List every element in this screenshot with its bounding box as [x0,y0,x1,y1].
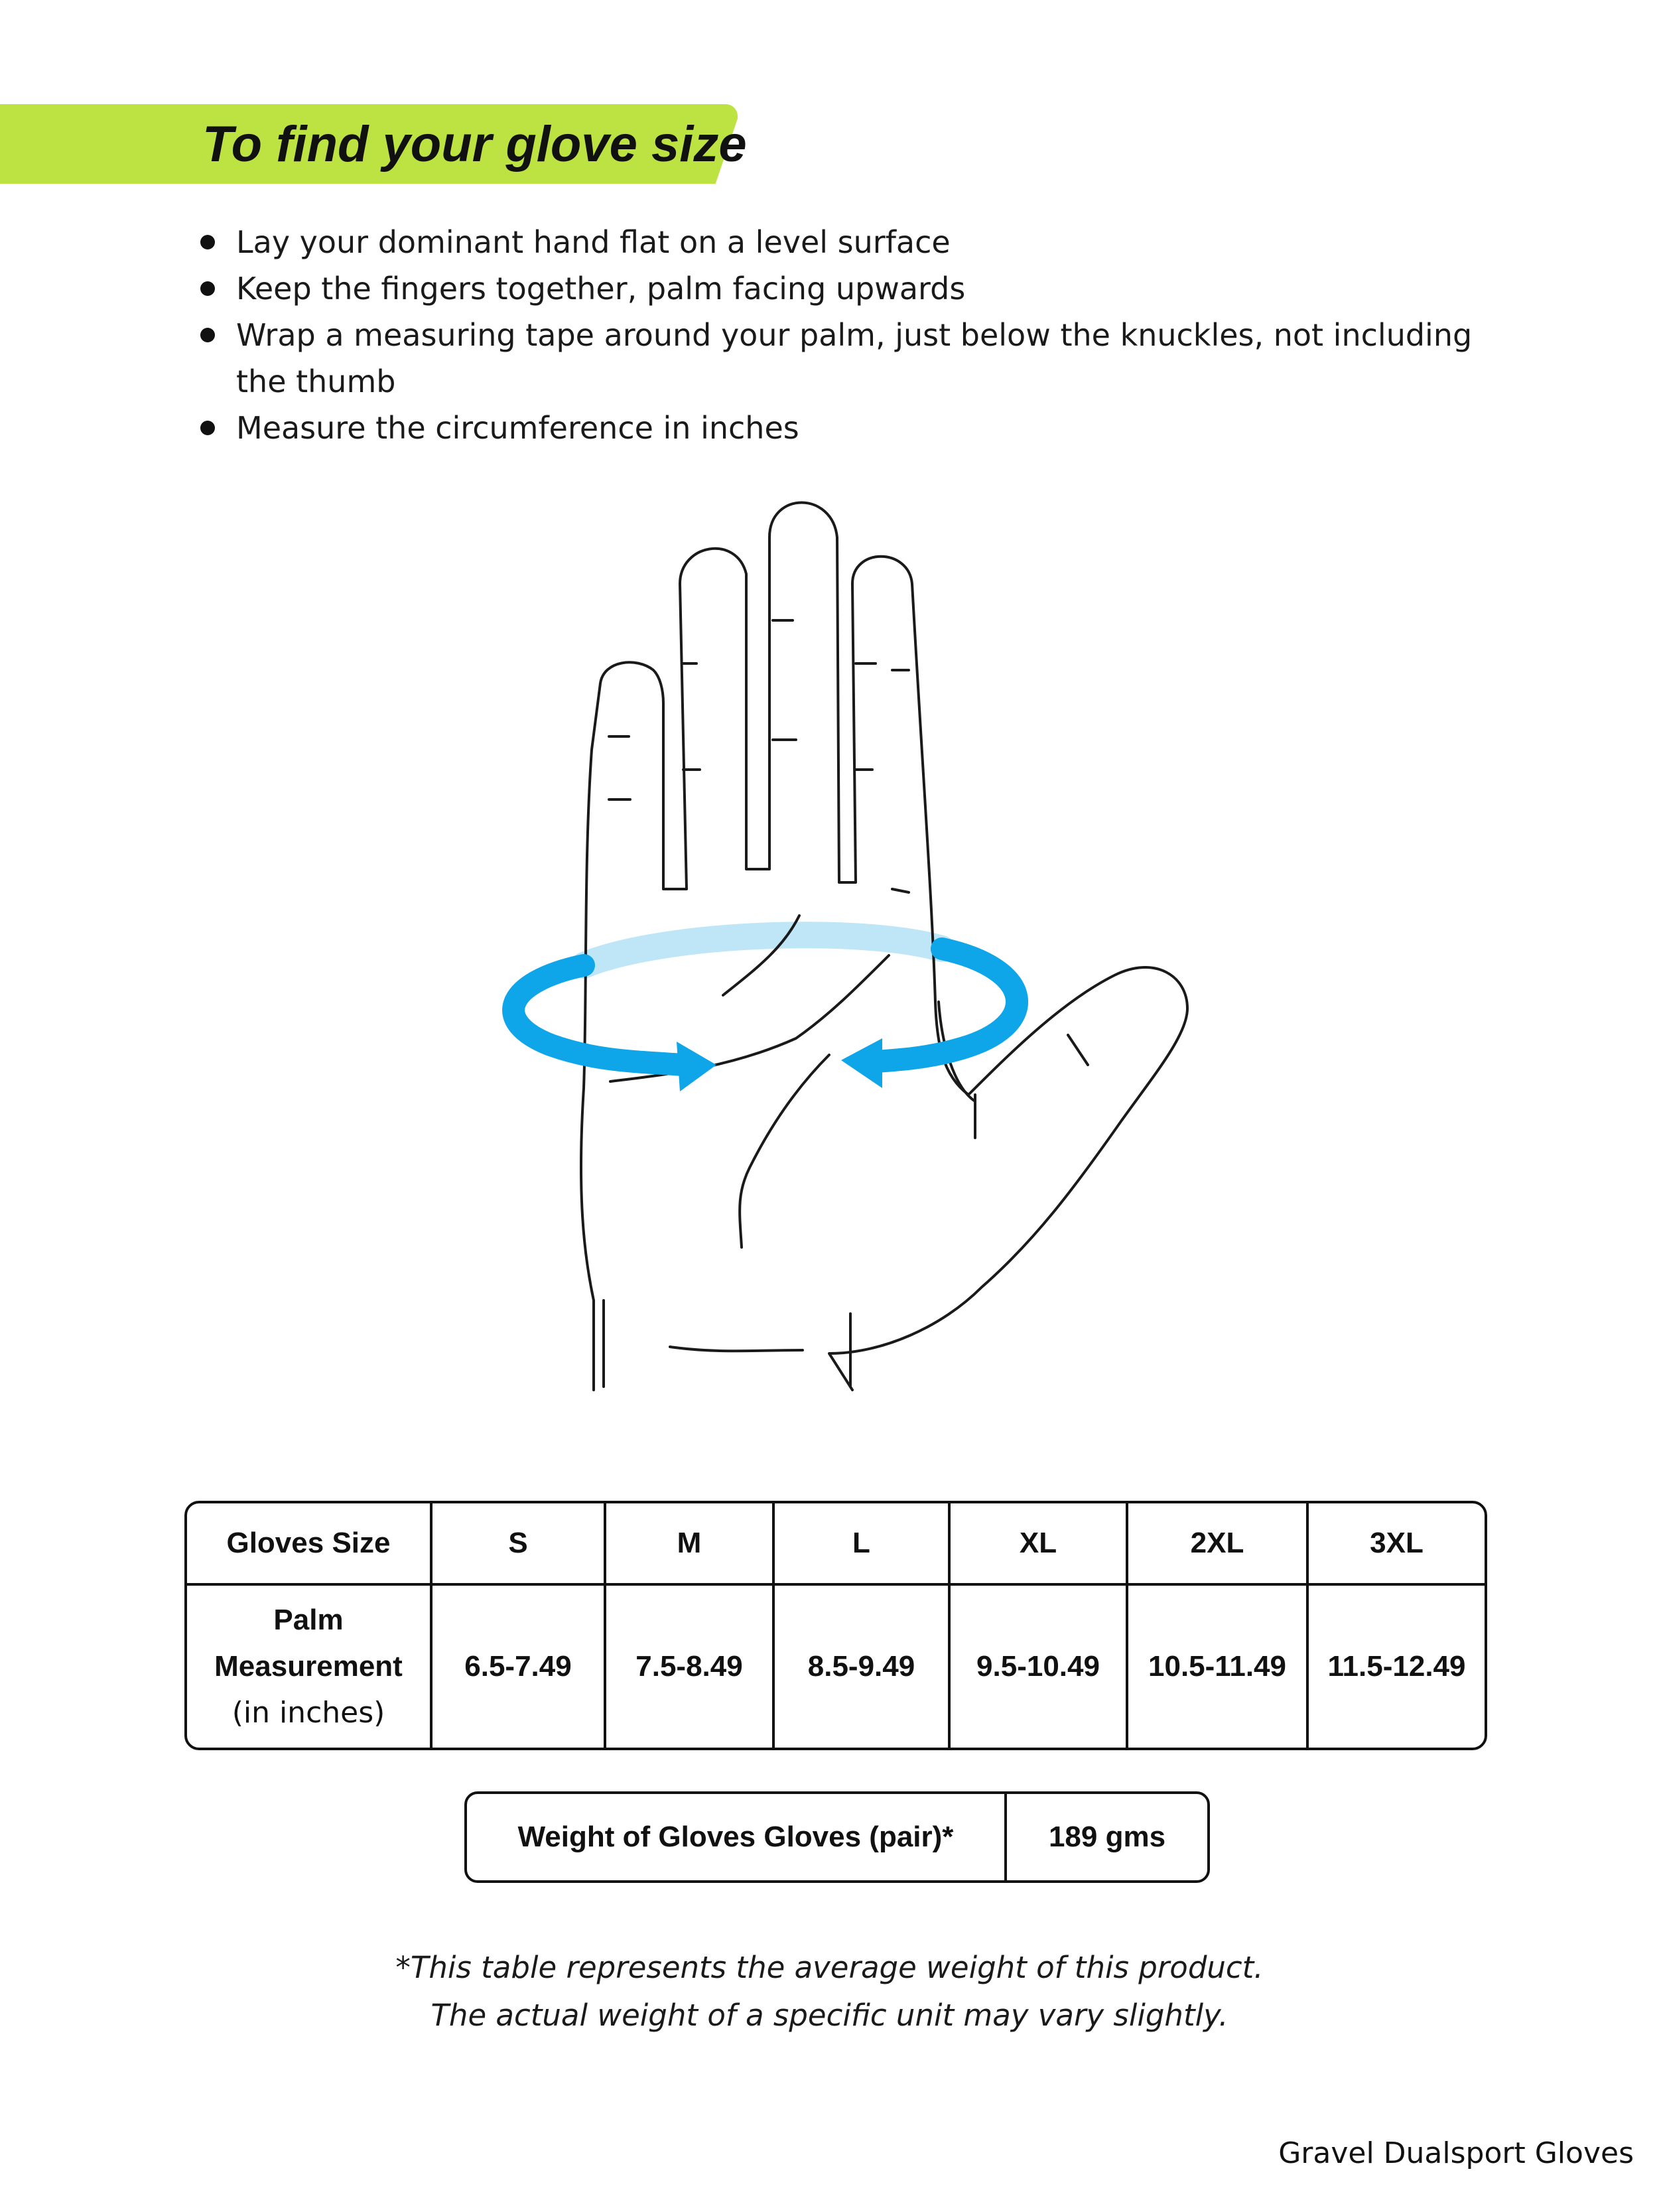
page-title: To find your glove size [202,116,747,173]
weight-footnote: *This table represents the average weight of this product. The actual weight of a specific unit may vary slightly. [395,1950,1264,2033]
bullet-icon [200,421,215,435]
weight-label: Weight of Gloves Gloves (pair)* [467,1794,1007,1880]
size-header-m: M [606,1503,775,1586]
tape-front-left [513,965,683,1065]
measurement-m: 7.5-8.49 [606,1586,775,1748]
instruction-list [192,219,1519,451]
bullet-icon [200,235,215,249]
instruction-item: Lay your dominant hand flat on a level surface [192,219,1519,265]
instruction-item: Keep the fingers together, palm facing upwards [192,265,1519,312]
measurement-l: 8.5-9.49 [775,1586,951,1748]
tape-front-right [876,949,1017,1062]
bullet-icon [200,328,215,342]
wrist-crease [670,1347,803,1351]
measurement-2xl: 10.5-11.49 [1128,1586,1309,1748]
size-header-l: L [775,1503,951,1586]
size-header-xl: XL [951,1503,1128,1586]
measurement-xl: 9.5-10.49 [951,1586,1128,1748]
thumb-joint-line [1068,1035,1088,1065]
palm-measurement-label: Palm Measurement (in inches) [187,1586,432,1748]
instruction-item: Measure the circumference in inches [192,405,1519,451]
measurement-3xl: 11.5-12.49 [1327,1650,1466,1683]
instruction-item-continued: the thumb [236,364,396,399]
bullet-icon [200,281,215,296]
tape-arrow-left-icon [677,1042,716,1091]
size-header-2xl: 2XL [1128,1503,1309,1586]
hand-measurement-illustration [464,478,1260,1407]
palm-line-life [740,1055,829,1247]
measurement-s: 6.5-7.49 [432,1586,606,1748]
product-name: Gravel Dualsport Gloves [1278,2136,1634,2170]
weight-table [464,1791,1210,1883]
size-chart-table [184,1501,1487,1750]
size-header-s: S [432,1503,606,1586]
tape-arrow-right-icon [841,1038,882,1088]
instruction-item: Wrap a measuring tape around your palm, just below the knuckles, not including [192,312,1519,358]
weight-value: 189 gms [1048,1821,1166,1853]
size-header-3xl: 3XL [1309,1503,1485,1586]
size-header-label: Gloves Size [187,1503,432,1586]
